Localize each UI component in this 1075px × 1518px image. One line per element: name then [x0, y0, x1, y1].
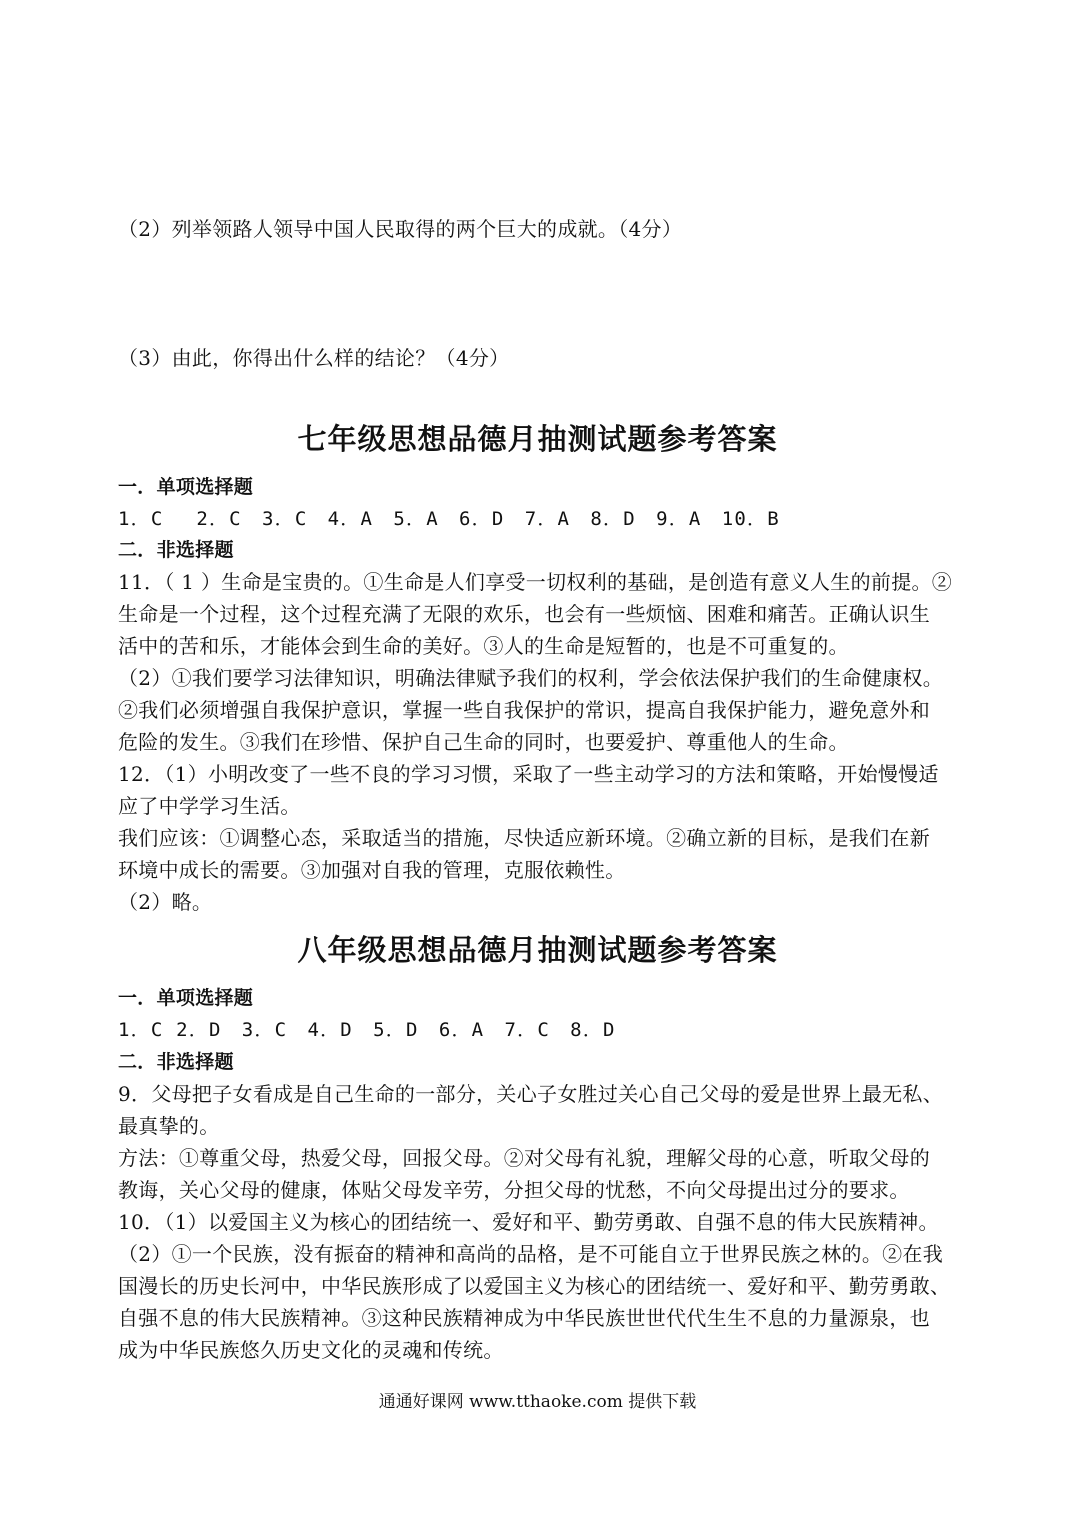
grade8-section-choice: 一．单项选择题: [118, 987, 254, 1009]
page-footer: 通通好课网 www.tthaoke.com 提供下载: [378, 1392, 697, 1412]
grade8-section-nonchoice: 二．非选择题: [118, 1051, 234, 1073]
grade8-answer-line: 9．父母把子女看成是自己生命的一部分，关心子女胜过关心自己父母的爱是世界上最无私、: [118, 1082, 944, 1106]
grade7-answer-line: 危险的发生。③我们在珍惜、保护自己生命的同时，也要爱护、尊重他人的生命。: [118, 730, 849, 754]
grade8-answer-line: （2）①一个民族，没有振奋的精神和高尚的品格，是不可能自立于世界民族之林的。②在我: [118, 1242, 944, 1266]
grade8-answer-line: 教诲，关心父母的健康，体贴父母发辛劳，分担父母的忧愁，不向父母提出过分的要求。: [118, 1178, 910, 1202]
grade7-answer-line: ②我们必须增强自我保护意识，掌握一些自我保护的常识，提高自我保护能力，避免意外和: [118, 698, 930, 722]
grade7-answer-line: 活中的苦和乐，才能体会到生命的美好。③人的生命是短暂的，也是不可重复的。: [118, 634, 849, 658]
grade8-answer-line: 国漫长的历史长河中，中华民族形成了以爱国主义为核心的团结统一、爱好和平、勤劳勇敢、: [118, 1274, 951, 1298]
grade8-answer-line: 方法：①尊重父母，热爱父母，回报父母。②对父母有礼貌，理解父母的心意，听取父母的: [118, 1146, 930, 1170]
question-3: （3）由此，你得出什么样的结论？（4分）: [118, 346, 510, 370]
grade7-choice-answers: 1．C 2．C 3．C 4．A 5．A 6．D 7．A 8．D 9．A 10．B: [118, 508, 780, 530]
question-2: （2）列举领路人领导中国人民取得的两个巨大的成就。（4分）: [118, 217, 683, 241]
grade8-answer-line: 成为中华民族悠久历史文化的灵魂和传统。: [118, 1338, 504, 1362]
grade8-answer-line: 最真挚的。: [118, 1114, 220, 1138]
grade8-choice-answers: 1．C 2．D 3．C 4．D 5．D 6．A 7．C 8．D: [118, 1019, 616, 1041]
grade8-answer-line: 10．（1）以爱国主义为核心的团结统一、爱好和平、勤劳勇敢、自强不息的伟大民族精神。: [118, 1210, 939, 1234]
grade7-answer-line: 环境中成长的需要。③加强对自我的管理，克服依赖性。: [118, 858, 626, 882]
grade7-title: 七年级思想品德月抽测试题参考答案: [297, 422, 778, 456]
grade7-section-nonchoice: 二．非选择题: [118, 539, 234, 561]
grade7-section-choice: 一．单项选择题: [118, 476, 254, 498]
grade7-answer-line: 11．（ 1 ）生命是宝贵的。①生命是人们享受一切权利的基础，是创造有意义人生的前提。②: [118, 570, 953, 594]
grade7-answer-line: 我们应该：①调整心态，采取适当的措施，尽快适应新环境。②确立新的目标，是我们在新: [118, 826, 930, 850]
grade8-title: 八年级思想品德月抽测试题参考答案: [297, 933, 778, 967]
grade7-answer-line: 12．（1）小明改变了一些不良的学习习惯，采取了一些主动学习的方法和策略，开始慢慢适: [118, 762, 939, 786]
grade7-answer-line: （2）略。: [118, 890, 213, 914]
grade7-answer-line: 应了中学学习生活。: [118, 794, 301, 818]
grade7-answer-line: 生命是一个过程，这个过程充满了无限的欢乐，也会有一些烦恼、困难和痛苦。正确认识生: [118, 602, 930, 626]
grade8-answer-line: 自强不息的伟大民族精神。③这种民族精神成为中华民族世世代代生生不息的力量源泉，也: [118, 1306, 930, 1330]
grade7-answer-line: （2）①我们要学习法律知识，明确法律赋予我们的权利，学会依法保护我们的生命健康权。: [118, 666, 944, 690]
